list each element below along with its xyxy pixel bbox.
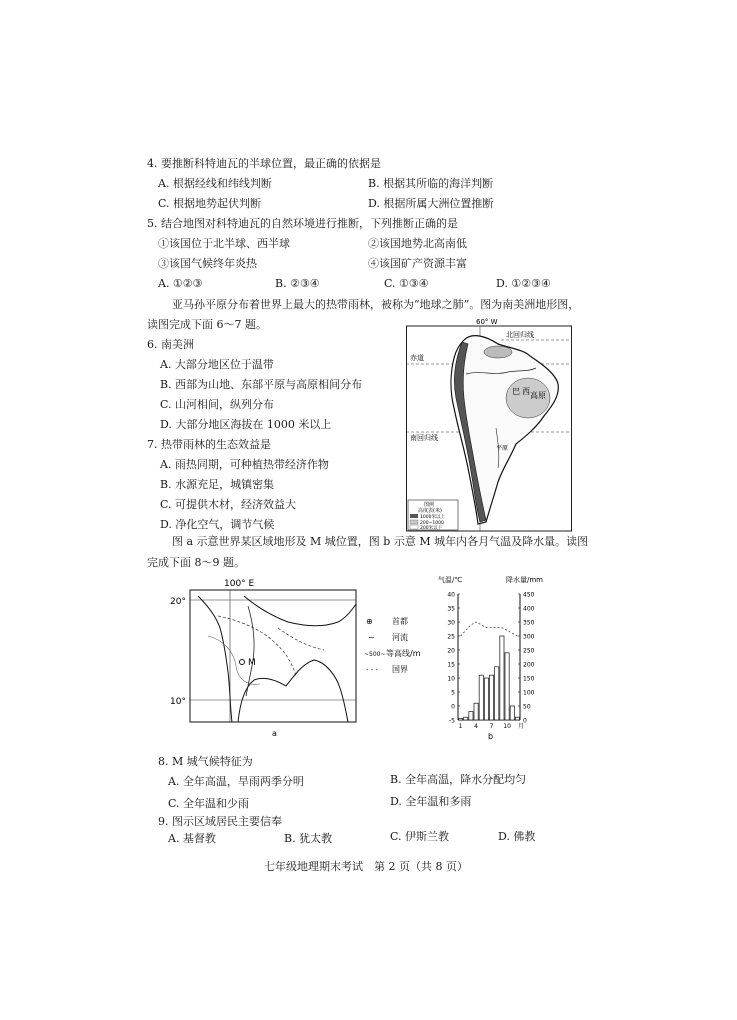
chart-precip-bar [484, 678, 488, 720]
chart-left-tick: 35 [447, 605, 455, 613]
chart-right-tick: 50 [523, 703, 531, 711]
sa-tropic-n: 北回归线 [506, 331, 534, 339]
chart-left-tick: 40 [447, 591, 455, 599]
sa-legend-2: 200~1000 [420, 521, 444, 526]
q8-stem: 8. M 城气候特征为 [158, 755, 253, 768]
q9-option-a: A. 基督教 [168, 832, 216, 845]
q5-option-a: A. ①②③ [158, 277, 203, 290]
q4-stem: 4. 要推断科特迪瓦的半球位置，最正确的依据是 [147, 157, 381, 170]
chart-right-tick: 300 [523, 633, 535, 641]
q5-option-d: D. ①②③④ [496, 277, 551, 290]
map-a-sym-river: ~ [368, 633, 375, 642]
q4-option-b: B. 根据其所临的海洋判断 [368, 177, 494, 190]
chart-right-tick: 350 [523, 619, 535, 627]
q7-option-c: C. 可提供木材，经济效益大 [160, 498, 297, 511]
q5-statement-1: ①该国位于北半球、西半球 [158, 237, 290, 250]
chart-left-tick: 25 [447, 633, 455, 641]
map-a-legend-border: 国界 [392, 665, 408, 674]
map-a-legend-capital: 首都 [392, 617, 408, 626]
map-a-sym-capital: ⊕ [366, 617, 373, 626]
intro-6-7-line1: 亚马孙平原分布着世界上最大的热带雨林，被称为“地球之肺”。图为南美洲地形图， [172, 298, 580, 311]
q5-statement-2: ②该国地势北高南低 [368, 237, 467, 250]
q9-stem: 9. 图示区域居民主要信奉 [158, 815, 282, 828]
chart-precip-bar [510, 706, 514, 720]
chart-left-tick: 0 [451, 703, 455, 711]
chart-left-tick: 5 [451, 689, 455, 697]
chart-x-unit: 月 [518, 723, 525, 730]
chart-right-tick: 100 [523, 689, 535, 697]
sa-equator: 赤道 [410, 354, 424, 362]
intro-8-9-line1: 图 a 示意世界某区域地形及 M 城位置，图 b 示意 M 城年内各月气温及降水量。读图 [172, 535, 589, 548]
chart-left-tick: -5 [449, 717, 455, 725]
chart-precip-bar [515, 717, 519, 720]
q4-option-c: C. 根据地势起伏判断 [158, 197, 262, 210]
map-a-lat20: 20° [170, 597, 186, 607]
page-footer: 七年级地理期末考试 第 2 页（共 8 页） [264, 860, 468, 873]
chart-right-tick: 200 [523, 661, 535, 669]
q5-stem: 5. 结合地图对科特迪瓦的自然环境进行推断，下列推断正确的是 [147, 217, 458, 230]
q6-option-c: C. 山河相间，纵列分布 [160, 398, 275, 411]
q5-option-c: C. ①③④ [384, 277, 429, 290]
sa-label-plateau: 高原 [530, 391, 546, 400]
chart-left-tick: 20 [447, 647, 455, 655]
chart-precip-bar [500, 636, 504, 720]
q4-option-a: A. 根据经线和纬线判断 [158, 177, 272, 190]
sa-label-ba: 巴 [512, 387, 520, 396]
q6-option-d: D. 大部分地区海拔在 1000 米以上 [160, 418, 332, 431]
q6-stem: 6. 南美洲 [147, 338, 194, 351]
q6-option-b: B. 西部为山地、东部平原与高原相间分布 [160, 378, 363, 391]
south-america-map [406, 318, 572, 532]
sa-tropic-s: 南回归线 [410, 434, 438, 442]
q6-option-a: A. 大部分地区位于温带 [160, 358, 274, 371]
q8-option-b: B. 全年高温，降水分配均匀 [390, 773, 527, 786]
q5-statement-4: ④该国矿产资源丰富 [368, 257, 467, 270]
chart-x-tick: 7 [489, 723, 494, 730]
q5-statement-3: ③该国气候终年炎热 [158, 257, 257, 270]
sa-legend-3: 200米以下 [420, 526, 443, 531]
chart-precip-bar [505, 653, 509, 720]
q7-option-a: A. 雨热同期，可种植热带经济作物 [160, 458, 329, 471]
sa-guiana-highland [484, 346, 512, 358]
q8-option-c: C. 全年温和少雨 [168, 797, 250, 810]
chart-ylabel-left: 气温/℃ [438, 576, 463, 584]
q7-option-b: B. 水源充足，城镇密集 [160, 478, 275, 491]
chart-right-tick: 150 [523, 675, 535, 683]
q9-option-b: B. 犹太教 [284, 832, 333, 845]
chart-x-tick: 1 [458, 723, 463, 730]
sa-legend-title: 图例 [424, 502, 435, 508]
sa-legend-sub: 高度表(米) [418, 508, 442, 514]
chart-left-tick: 30 [447, 619, 455, 627]
chart-ylabel-right: 降水量/mm [506, 576, 543, 584]
chart-precip-bar [469, 712, 473, 720]
map-a [168, 576, 438, 738]
chart-caption: b [488, 732, 494, 741]
chart-precip-bar [464, 717, 468, 720]
chart-precip-bar [495, 667, 499, 720]
chart-right-tick: 0 [523, 717, 527, 725]
sa-label-plain: 平原 [496, 445, 509, 452]
q7-stem: 7. 热带雨林的生态效益是 [147, 438, 271, 451]
q8-option-a: A. 全年高温，旱雨两季分明 [168, 775, 304, 788]
q7-option-d: D. 净化空气，调节气候 [160, 518, 275, 531]
q4-option-d: D. 根据所属大洲位置推断 [368, 197, 494, 210]
chart-left-tick: 15 [447, 661, 455, 669]
chart-x-tick: 10 [503, 723, 511, 730]
chart-left-tick: 10 [447, 675, 455, 683]
map-a-legend-contour: 等高线/m [386, 649, 421, 658]
sa-legend-1: 1000米以上 [420, 515, 445, 520]
q9-option-d: D. 佛教 [498, 830, 536, 843]
map-a-sym-border: - - - [366, 666, 379, 674]
map-a-caption: a [272, 729, 277, 738]
chart-temp-line [461, 622, 518, 636]
chart-right-tick: 450 [523, 591, 535, 599]
climate-chart-b [436, 574, 552, 742]
map-a-sym-contour: ~500~ [364, 651, 386, 658]
chart-precip-bar [490, 675, 494, 720]
sa-label-xi: 西 [522, 387, 530, 396]
sa-lon-label: 60° W [476, 318, 498, 326]
map-a-lat10: 10° [170, 697, 186, 707]
map-a-legend-river: 河流 [392, 633, 408, 642]
map-a-lon-label: 100° E [224, 579, 255, 589]
q5-option-b: B. ②③④ [275, 277, 320, 290]
chart-x-tick: 4 [474, 723, 478, 730]
map-a-city-m: M [248, 658, 256, 668]
q9-option-c: C. 伊斯兰教 [390, 830, 450, 843]
chart-precip-bar [459, 719, 463, 720]
chart-right-tick: 250 [523, 647, 535, 655]
chart-right-tick: 400 [523, 605, 535, 613]
q8-option-d: D. 全年温和多雨 [390, 795, 472, 808]
intro-6-7-line2: 读图完成下面 6～7 题。 [147, 318, 267, 331]
intro-8-9-line2: 完成下面 8～9 题。 [147, 556, 245, 569]
chart-precip-bar [474, 703, 478, 720]
chart-precip-bar [479, 675, 483, 720]
